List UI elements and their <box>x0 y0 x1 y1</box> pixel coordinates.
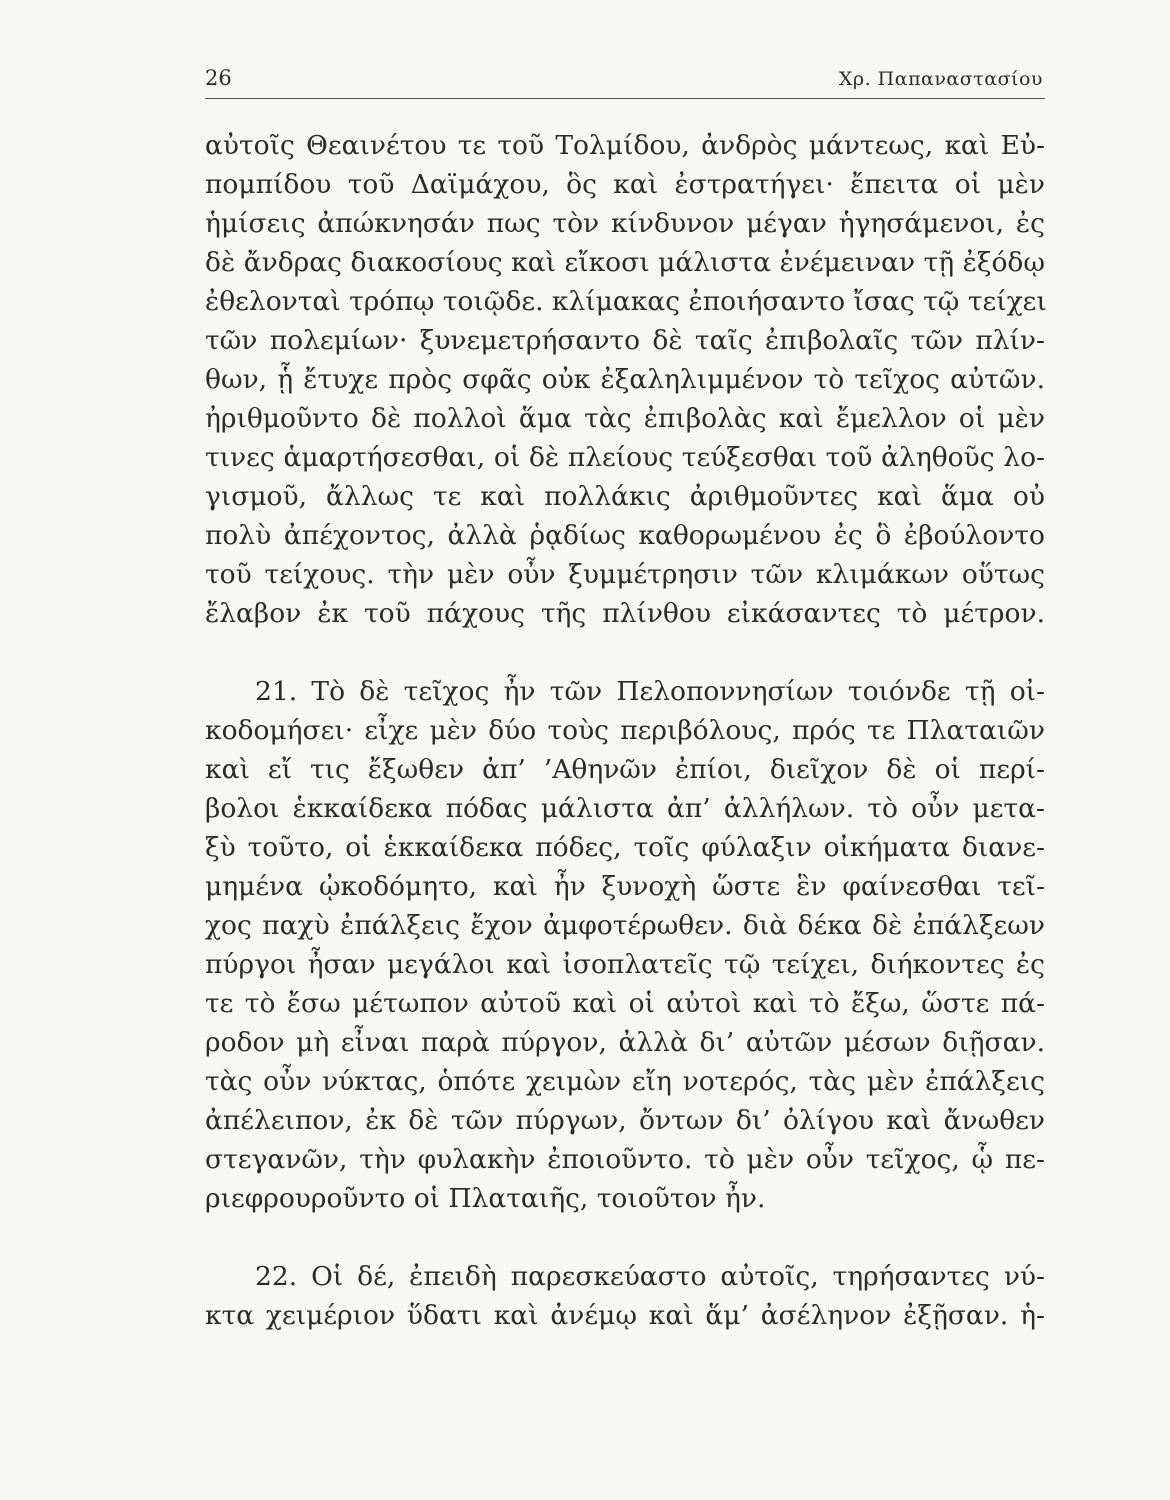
text-line: πομπίδου τοῦ Δαϊμάχου, ὃς καὶ ἐστρατήγει· ἔπειτα οἱ μὲν <box>205 169 1045 200</box>
text-line: ξὺ τοῦτο, οἱ ἑκκαίδεκα πόδες, τοῖς φύλαξιν οἰκήματα διανε- <box>205 832 1045 863</box>
page-number: 26 <box>205 66 232 90</box>
text-line: τῶν πολεμίων· ξυνεμετρήσαντο δὲ ταῖς ἐπιβολαῖς τῶν πλίν- <box>205 325 1045 356</box>
text-line: 22. Οἱ δέ, ἐπειδὴ παρεσκεύαστο αὐτοῖς, τηρήσαντες νύ- <box>255 1261 1045 1292</box>
paragraph-22 <box>205 1257 1045 1335</box>
text-line: ἠριθμοῦντο δὲ πολλοὶ ἅμα τὰς ἐπιβολὰς καὶ ἔμελλον οἱ μὲν <box>205 403 1045 434</box>
text-line: τε τὸ ἔσω μέτωπον αὐτοῦ καὶ οἱ αὐτοὶ καὶ τὸ ἔξω, ὥστε πά- <box>205 988 1045 1019</box>
text-line: καὶ εἴ τις ἔξωθεν ἀπ’ ’Αθηνῶν ἐπίοι, διεῖχον δὲ οἱ περί- <box>205 754 1045 785</box>
text-line: θων, ᾗ ἔτυχε πρὸς σφᾶς οὐκ ἐξαληλιμμένον τὸ τεῖχος αὐτῶν. <box>205 364 1045 395</box>
text-line: μημένα ᾠκοδόμητο, καὶ ἦν ξυνοχὴ ὥστε ἓν φαίνεσθαι τεῖ- <box>205 871 1045 902</box>
text-line: δὲ ἄνδρας διακοσίους καὶ εἴκοσι μάλιστα ἐνέμειναν τῇ ἐξόδῳ <box>205 247 1045 278</box>
text-line: χος παχὺ ἐπάλξεις ἔχον ἀμφοτέρωθεν. διὰ δέκα δὲ ἐπάλξεων <box>205 910 1045 941</box>
text-line: ροδον μὴ εἶναι παρὰ πύργον, ἀλλὰ δι’ αὐτῶν μέσων διῇσαν. <box>205 1027 1045 1058</box>
text-line: πύργοι ἦσαν μεγάλοι καὶ ἰσοπλατεῖς τῷ τείχει, διήκοντες ἐς <box>205 949 1045 980</box>
text-line: ἔλαβον ἐκ τοῦ πάχους τῆς πλίνθου εἰκάσαντες τὸ μέτρον. <box>205 598 1045 629</box>
text-line: ριεφρουροῦντο οἱ Πλαταιῆς, τοιοῦτον ἦν. <box>205 1183 766 1214</box>
text-line: βολοι ἑκκαίδεκα πόδας μάλιστα ἀπ’ ἀλλήλων. τὸ οὖν μετα- <box>205 793 1045 824</box>
text-line: αὐτοῖς Θεαινέτου τε τοῦ Τολμίδου, ἀνδρὸς μάντεως, καὶ Εὐ- <box>205 130 1045 161</box>
paragraph-21 <box>205 672 1045 1218</box>
paragraph-gap <box>205 633 1045 672</box>
text-line: στεγανῶν, τὴν φυλακὴν ἐποιοῦντο. τὸ μὲν οὖν τεῖχος, ᾧ πε- <box>205 1144 1045 1175</box>
paragraph-continuation <box>205 126 1045 633</box>
text-line: πολὺ ἀπέχοντος, ἀλλὰ ῥᾳδίως καθορωμένου ἐς ὃ ἐβούλοντο <box>205 520 1045 551</box>
text-line: τοῦ τείχους. τὴν μὲν οὖν ξυμμέτρησιν τῶν κλιμάκων οὕτως <box>205 559 1045 590</box>
running-head <box>205 62 1045 99</box>
text-line: κοδομήσει· εἶχε μὲν δύο τοὺς περιβόλους, πρός τε Πλαταιῶν <box>205 715 1045 746</box>
text-line: τὰς οὖν νύκτας, ὁπότε χειμὼν εἴη νοτερός, τὰς μὲν ἐπάλξεις <box>205 1066 1045 1097</box>
text-line: ἐθελονταὶ τρόπῳ τοιῷδε. κλίμακας ἐποιήσαντο ἴσας τῷ τείχει <box>205 286 1047 317</box>
running-title: Χρ. Παπαναστασίου <box>838 68 1043 90</box>
text-line: 21. Τὸ δὲ τεῖχος ἦν τῶν Πελοποννησίων τοιόνδε τῇ οἰ- <box>255 676 1045 707</box>
body-text <box>205 126 1045 1335</box>
text-line: ἡμίσεις ἀπώκνησάν πως τὸν κίνδυνον μέγαν ἡγησάμενοι, ἐς <box>205 208 1045 239</box>
text-line: κτα χειμέριον ὕδατι καὶ ἀνέμῳ καὶ ἅμ’ ἀσέληνον ἐξῇσαν. ἡ- <box>205 1300 1045 1331</box>
text-line: ἀπέλειπον, ἐκ δὲ τῶν πύργων, ὄντων δι’ ὀλίγου καὶ ἄνωθεν <box>205 1105 1045 1136</box>
paragraph-gap <box>205 1218 1045 1257</box>
text-line: τινες ἁμαρτήσεσθαι, οἱ δὲ πλείους τεύξεσθαι τοῦ ἀληθοῦς λο- <box>205 442 1045 473</box>
text-line: γισμοῦ, ἄλλως τε καὶ πολλάκις ἀριθμοῦντες καὶ ἅμα οὐ <box>205 481 1045 512</box>
